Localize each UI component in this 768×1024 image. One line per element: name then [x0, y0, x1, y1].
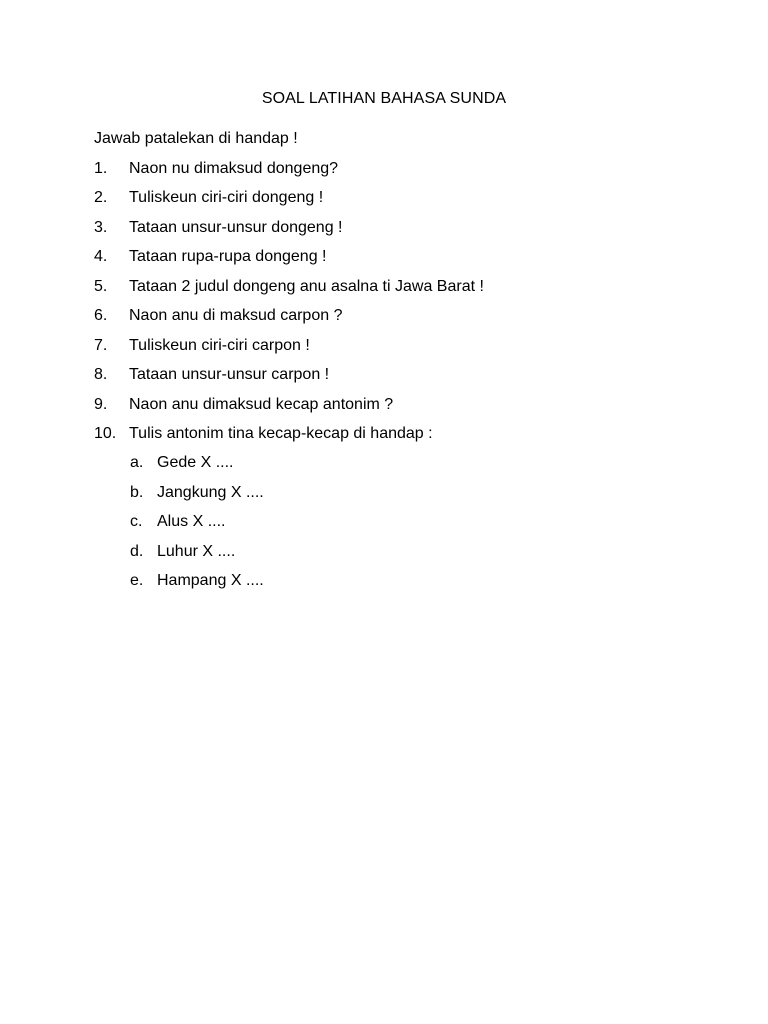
question-number: 6.	[94, 307, 108, 324]
sub-item-text: Luhur X ....	[157, 542, 236, 560]
question-number: 8.	[94, 366, 108, 383]
question-text: Tulis antonim tina kecap-kecap di handap :	[129, 425, 433, 442]
question-number: 3.	[94, 218, 108, 236]
question-number: 1.	[94, 159, 108, 177]
question-text: Naon nu dimaksud dongeng?	[129, 159, 339, 177]
sub-item-text: Jangkung X ....	[157, 483, 264, 501]
question-text: Naon anu dimaksud kecap antonim ?	[129, 395, 394, 413]
sub-item-text: Alus X ....	[157, 513, 226, 530]
sub-item-letter: c.	[130, 513, 143, 530]
question-text: Tataan unsur-unsur carpon !	[129, 366, 330, 383]
sub-item-letter: d.	[130, 542, 144, 560]
sub-item-text: Gede X ....	[157, 454, 234, 471]
sub-item-letter: a.	[130, 454, 144, 471]
question-text: Tuliskeun ciri-ciri dongeng !	[129, 189, 324, 206]
question-number: 7.	[94, 336, 108, 354]
question-text: Tataan 2 judul dongeng anu asalna ti Jawa Barat !	[129, 277, 484, 295]
question-number: 2.	[94, 189, 108, 206]
sub-item-text: Hampang X ....	[157, 572, 264, 589]
sub-item-letter: e.	[130, 572, 144, 589]
question-number: 9.	[94, 395, 108, 413]
sub-item-letter: b.	[130, 483, 144, 501]
instruction-text: Jawab patalekan di handap !	[94, 130, 298, 147]
question-text: Tataan rupa-rupa dongeng !	[129, 248, 327, 265]
question-number: 10.	[94, 425, 117, 442]
question-number: 4.	[94, 248, 108, 265]
question-text: Tataan unsur-unsur dongeng !	[129, 218, 343, 236]
question-number: 5.	[94, 277, 108, 295]
page-title: SOAL LATIHAN BAHASA SUNDA	[261, 90, 507, 107]
question-text: Tuliskeun ciri-ciri carpon !	[129, 336, 310, 354]
question-text: Naon anu di maksud carpon ?	[129, 307, 343, 324]
